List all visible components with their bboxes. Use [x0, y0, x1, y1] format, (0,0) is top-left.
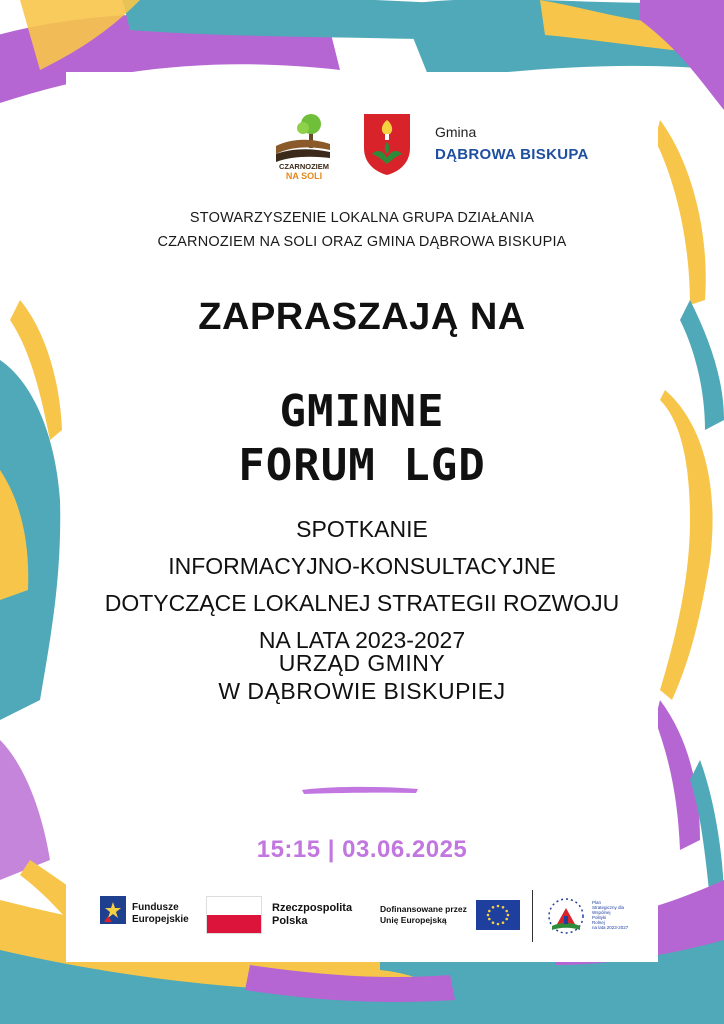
event-venue: [0, 649, 724, 705]
description-line-3: DOTYCZĄCE LOKALNEJ STRATEGII ROZWOJU: [104, 590, 620, 616]
ps-wpr-text: [592, 900, 628, 930]
rp-line-2: Polska: [272, 915, 308, 927]
eu-funds-line-1: Fundusze: [132, 902, 179, 913]
footer-logos: [96, 888, 636, 944]
event-title: [0, 385, 724, 493]
ps-line-4: Polityki: [592, 915, 607, 920]
eu-funds-line-2: Europejskie: [132, 914, 189, 925]
lgd-czarnoziem-logo: [272, 110, 334, 182]
description-line-2: INFORMACYJNO-KONSULTACYJNE: [168, 553, 556, 579]
venue-line-2: W DĄBROWIE BISKUPIEJ: [218, 678, 506, 704]
organizers: [0, 206, 724, 254]
rp-line-1: Rzeczpospolita: [272, 902, 353, 914]
lgd-logo-text-1: CZARNOZIEM: [279, 162, 329, 171]
footer-divider: [532, 890, 533, 942]
ps-line-5: Rolnej: [592, 920, 605, 925]
ps-line-6: na lata 2023-2027: [592, 925, 629, 930]
ps-wpr-icon: [544, 896, 588, 936]
ps-line-2: Strategiczny dla: [592, 905, 625, 910]
invite-heading: ZAPRASZAJĄ NA: [198, 296, 526, 338]
coat-of-arms-icon: [362, 112, 412, 176]
description-line-1: SPOTKANIE: [296, 516, 428, 542]
event-title-line-1: GMINNE: [279, 386, 445, 437]
event-datetime: 15:15 | 03.06.2025: [256, 836, 468, 863]
venue-line-1: URZĄD GMINY: [278, 650, 446, 676]
ps-line-1: Plan: [592, 900, 602, 905]
ps-line-3: Wspólnej: [592, 910, 611, 915]
divider-stroke: [300, 784, 420, 796]
description-line-4: NA LATA 2023-2027: [258, 627, 466, 653]
event-title-line-2: FORUM LGD: [238, 440, 486, 491]
organizers-line-2: CZARNOZIEM NA SOLI ORAZ GMINA DĄBROWA BISKUPIA: [157, 234, 567, 250]
poland-flag-icon: [206, 896, 262, 934]
gmina-label: Gmina: [435, 124, 477, 140]
eu-funded-line-1: Dofinansowane przez: [380, 904, 467, 914]
eu-funds-icon: [100, 896, 126, 930]
lgd-logo-text-2: NA SOLI: [285, 171, 323, 181]
gmina-name: DĄBROWA BISKUPA: [435, 146, 589, 163]
organizers-line-1: STOWARZYSZENIE LOKALNA GRUPA DZIAŁANIA: [189, 210, 535, 226]
eu-flag-icon: [476, 900, 520, 930]
event-description: [0, 511, 724, 659]
eu-funded-line-2: Unię Europejską: [380, 915, 447, 925]
